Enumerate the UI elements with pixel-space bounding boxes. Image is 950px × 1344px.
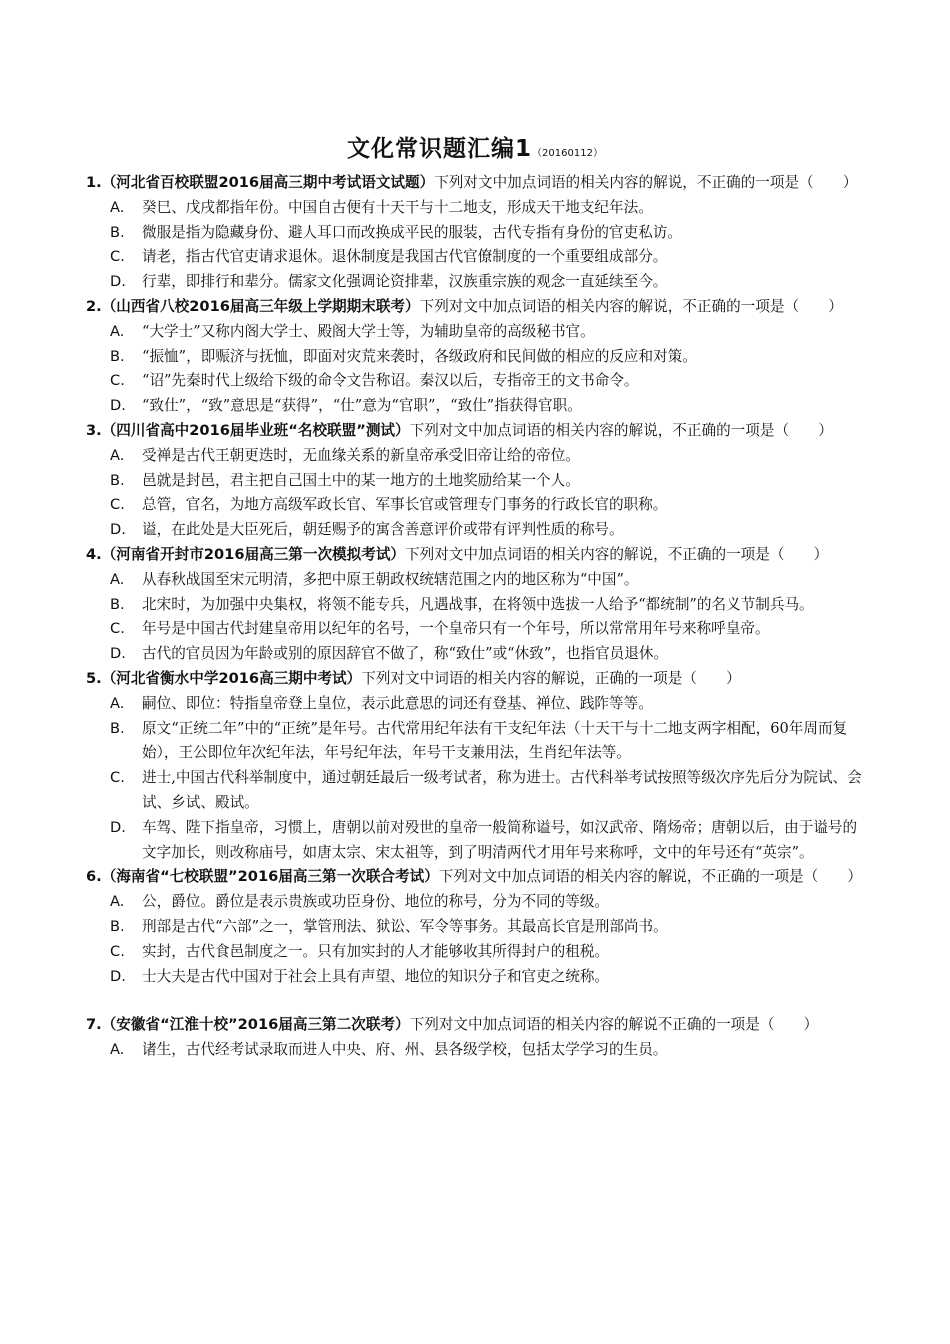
option-label: D.	[110, 273, 126, 291]
option-label: C.	[110, 496, 125, 514]
option-text: “致仕”，“致”意思是“获得”，“仕”意为“官职”，“致仕”指获得官职。	[142, 397, 582, 415]
option-label: D.	[110, 645, 126, 663]
question-text: 下列对文中加点词语的相关内容的解说，不正确的一项是（ ）	[409, 421, 833, 439]
option-text: 年号是中国古代封建皇帝用以纪年的名号，一个皇帝只有一个年号，所以常常用年号来称呼皇帝。	[142, 620, 770, 638]
question-text: 下列对文中加点词语的相关内容的解说不正确的一项是（ ）	[409, 1016, 819, 1034]
question-stem	[86, 865, 868, 890]
answer-option	[86, 345, 868, 370]
option-text: 受禅是古代王朝更迭时，无血缘关系的新皇帝承受旧帝让给的帝位。	[142, 446, 580, 464]
answer-option	[86, 568, 868, 593]
answer-option	[86, 469, 868, 494]
question-number: 6.	[86, 868, 102, 886]
option-text: 请老，指古代官吏请求退休。退休制度是我国古代官僚制度的一个重要组成部分。	[142, 248, 668, 266]
option-label: A.	[110, 694, 125, 712]
answer-option	[86, 270, 868, 295]
answer-option	[86, 245, 868, 270]
option-label: A.	[110, 893, 125, 911]
option-text: “振恤”，即赈济与抚恤，即面对灾荒来袭时，各级政府和民间做的相应的反应和对策。	[142, 347, 697, 365]
question-number: 3.	[86, 421, 102, 439]
option-text: “诏”先秦时代上级给下级的命令文告称诏。秦汉以后，专指帝王的文书命令。	[142, 372, 639, 390]
question-source: （山西省八校2016届高三年级上学期期末联考）	[101, 297, 420, 315]
question-stem	[86, 543, 868, 568]
option-label: D.	[110, 397, 126, 415]
question-source: （海南省“七校联盟”2016届高三第一次联合考试）	[101, 868, 439, 886]
answer-option	[86, 518, 868, 543]
answer-option	[86, 196, 868, 221]
question-source: （河北省衡水中学2016高三期中考试）	[101, 669, 362, 687]
answer-option	[86, 890, 868, 915]
option-text: 刑部是古代“六部”之一，掌管刑法、狱讼、军令等事务。其最高长官是刑部尚书。	[142, 917, 668, 935]
question-number: 4.	[86, 545, 102, 563]
option-label: B.	[110, 347, 125, 365]
question-source: （四川省高中2016届毕业班“名校联盟”测试）	[101, 421, 410, 439]
answer-option	[86, 940, 868, 965]
option-label: B.	[110, 719, 125, 737]
answer-option	[86, 593, 868, 618]
question-item	[86, 543, 868, 667]
option-text: 微服是指为隐藏身份、避人耳口而改换成平民的服装，古代专指有身份的官吏私访。	[142, 223, 682, 241]
option-label: B.	[110, 223, 125, 241]
question-item	[86, 171, 868, 295]
question-number: 2.	[86, 297, 102, 315]
option-text: 行辈，即排行和辈分。儒家文化强调论资排辈，汉族重宗族的观念一直延续至今。	[142, 273, 668, 291]
option-label: A.	[110, 198, 125, 216]
option-text: 诸生，古代经考试录取而进人中央、府、州、县各级学校，包括太学学习的生员。	[142, 1041, 668, 1059]
title-text: 文化常识题汇编1	[347, 136, 533, 162]
option-text: 公，爵位。爵位是表示贵族或功臣身份、地位的称号，分为不同的等级。	[142, 893, 610, 911]
option-label: D.	[110, 967, 126, 985]
question-item	[86, 1013, 868, 1063]
answer-option	[86, 642, 868, 667]
question-text: 下列对文中词语的相关内容的解说，正确的一项是（ ）	[361, 669, 741, 687]
option-label: C.	[110, 942, 125, 960]
option-text: 癸巳、戊戌都指年份。中国自古便有十天干与十二地支，形成天干地支纪年法。	[142, 198, 653, 216]
option-label: D.	[110, 818, 126, 836]
option-text: “大学士”又称内阁大学士、殿阁大学士等，为辅助皇帝的高级秘书官。	[142, 322, 595, 340]
answer-option	[86, 394, 868, 419]
option-label: B.	[110, 471, 125, 489]
question-item	[86, 295, 868, 419]
question-stem	[86, 295, 868, 320]
answer-option	[86, 915, 868, 940]
question-text: 下列对文中加点词语的相关内容的解说，不正确的一项是（ ）	[419, 297, 843, 315]
option-text: 北宋时，为加强中央集权，将领不能专兵，凡遇战事，在将领中选拔一人给予“都统制”的名义节制兵马。	[142, 595, 814, 613]
option-text: 实封，古代食邑制度之一。只有加实封的人才能够收其所得封户的租税。	[142, 942, 610, 960]
option-text: 原文“正统二年”中的“正统”是年号。古代常用纪年法有干支纪年法（十天干与十二地支两字相配，60年周而复始），王公即位年次纪年法，年号纪年法，年号干支兼用法，生肖纪年法等。	[142, 719, 848, 762]
option-label: A.	[110, 446, 125, 464]
question-stem	[86, 667, 868, 692]
option-text: 士大夫是古代中国对于社会上具有声望、地位的知识分子和官吏之统称。	[142, 967, 610, 985]
question-number: 1.	[86, 174, 102, 191]
option-label: A.	[110, 322, 125, 340]
question-stem	[86, 171, 868, 196]
answer-option	[86, 965, 868, 990]
question-number: 7.	[86, 1016, 102, 1034]
answer-option	[86, 816, 868, 866]
question-text: 下列对文中加点词语的相关内容的解说，不正确的一项是（ ）	[405, 545, 829, 563]
option-text: 谥，在此处是大臣死后，朝廷赐予的寓含善意评价或带有评判性质的称号。	[142, 521, 624, 539]
document-title	[0, 130, 950, 163]
option-label: C.	[110, 620, 125, 638]
question-number: 5.	[86, 669, 102, 687]
option-label: A.	[110, 1041, 125, 1059]
question-text: 下列对文中加点词语的相关内容的解说，不正确的一项是（ ）	[438, 868, 863, 886]
option-label: C.	[110, 372, 125, 390]
answer-option	[86, 444, 868, 469]
answer-option	[86, 766, 868, 816]
question-text: 下列对文中加点词语的相关内容的解说，不正确的一项是（ ）	[434, 174, 858, 191]
option-label: B.	[110, 917, 125, 935]
answer-option	[86, 717, 868, 767]
option-text: 车驾、陛下指皇帝，习惯上，唐朝以前对殁世的皇帝一般简称谥号，如汉武帝、隋炀帝；唐朝以后，由于谥号的文字加长，则改称庙号，如唐太宗、宋太祖等，到了明清两代才用年号来称呼，文中的年号还有“英宗”。	[142, 818, 858, 861]
question-item	[86, 865, 868, 989]
option-label: C.	[110, 248, 125, 266]
option-text: 进士,中国古代科举制度中，通过朝廷最后一级考试者，称为进士。古代科举考试按照等级次序先后分为院试、会试、乡试、殿试。	[142, 769, 862, 811]
question-item	[86, 419, 868, 543]
question-source: （河北省百校联盟2016届高三期中考试语文试题）	[101, 174, 435, 191]
question-stem	[86, 419, 868, 444]
question-source: （河南省开封市2016届高三第一次模拟考试）	[101, 545, 406, 563]
answer-option	[86, 617, 868, 642]
blank-line	[86, 989, 868, 1013]
option-text: 邑就是封邑，君主把自己国土中的某一地方的土地奖励给某一个人。	[142, 471, 580, 489]
option-label: B.	[110, 595, 125, 613]
answer-option	[86, 493, 868, 518]
option-text: 总管，官名，为地方高级军政长官、军事长官或管理专门事务的行政长官的职称。	[142, 496, 668, 514]
question-item	[86, 667, 868, 865]
question-stem	[86, 1013, 868, 1038]
option-text: 古代的官员因为年龄或别的原因辞官不做了，称“致仕”或“休致”，也指官员退休。	[142, 645, 669, 663]
answer-option	[86, 692, 868, 717]
option-label: A.	[110, 570, 125, 588]
title-date: （20160112）	[532, 148, 603, 159]
answer-option	[86, 320, 868, 345]
question-source: （安徽省“江淮十校”2016届高三第二次联考）	[101, 1016, 410, 1034]
option-label: C.	[110, 769, 125, 787]
option-text: 从春秋战国至宋元明清，多把中原王朝政权统辖范围之内的地区称为“中国”。	[142, 570, 639, 588]
question-list	[86, 171, 868, 1063]
option-text: 嗣位、即位：特指皇帝登上皇位，表示此意思的词还有登基、禅位、践阼等等。	[142, 694, 653, 712]
answer-option	[86, 221, 868, 246]
option-label: D.	[110, 521, 126, 539]
answer-option	[86, 369, 868, 394]
answer-option	[86, 1038, 868, 1063]
